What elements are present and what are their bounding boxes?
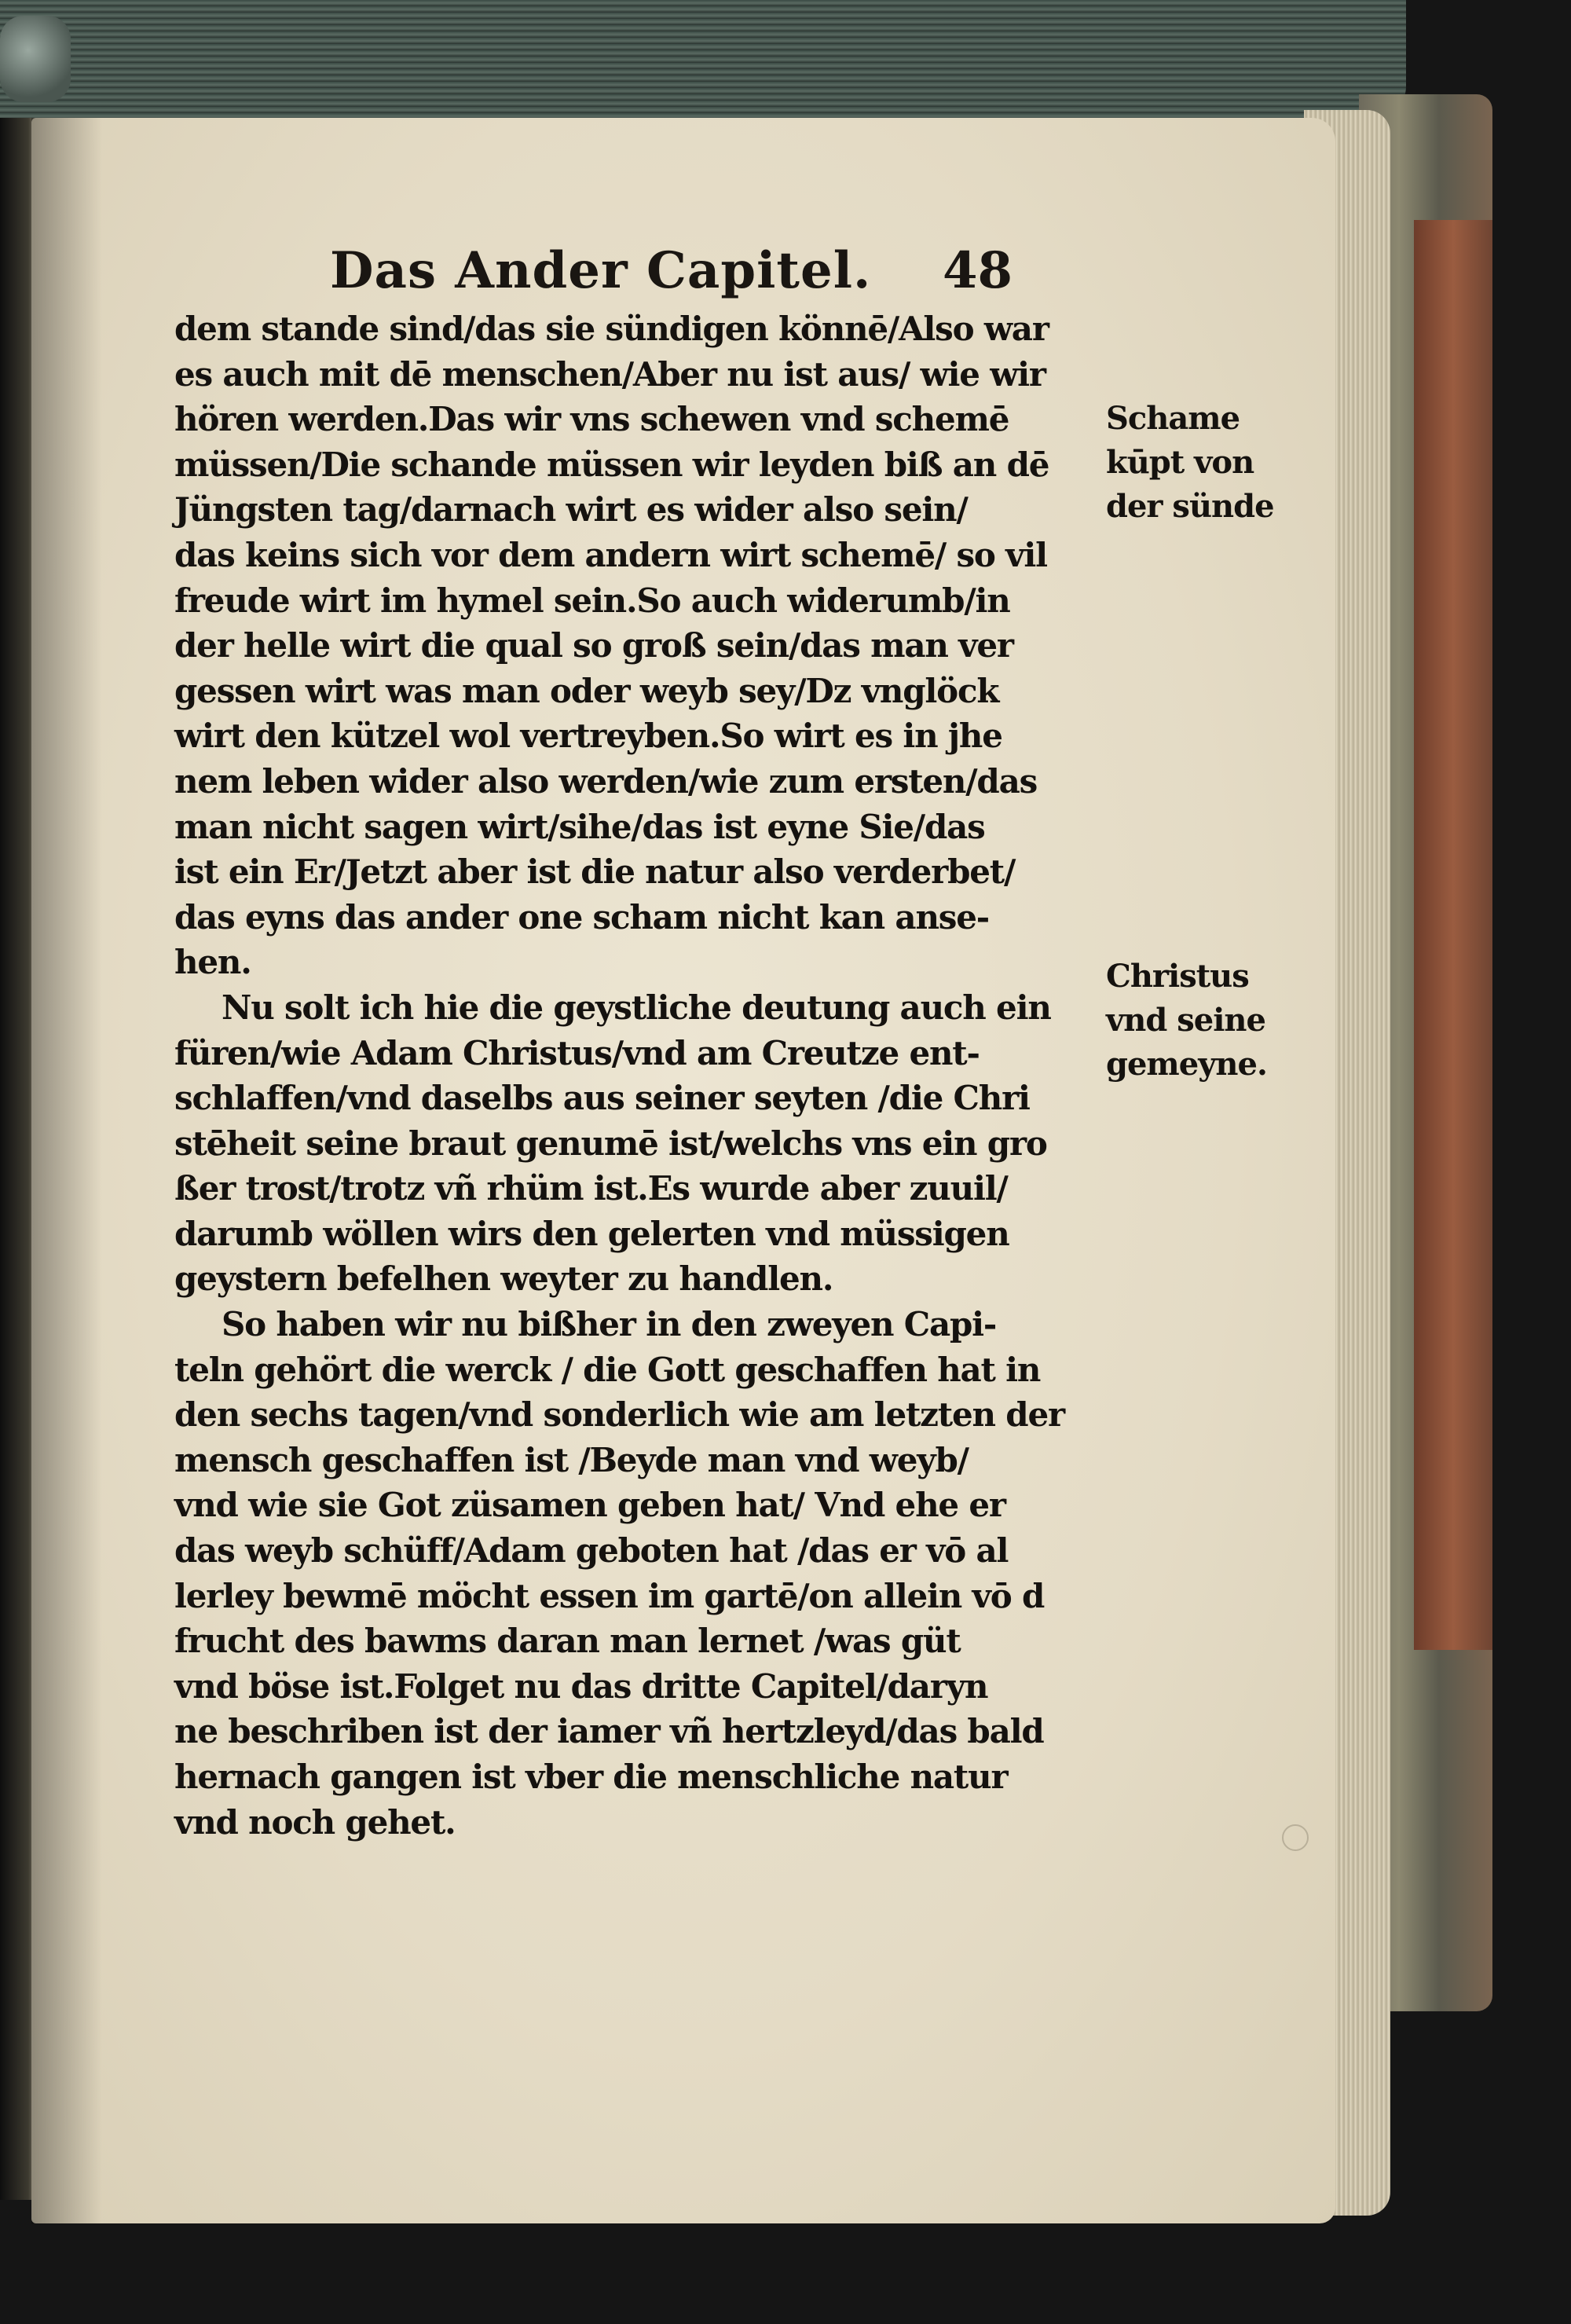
- gutter-shadow: [31, 118, 102, 2223]
- margin-note-line: der sünde: [1106, 488, 1274, 525]
- text-line: schlaffen/vnd daselbs aus seiner seyten /die Chri: [174, 1079, 1030, 1118]
- text-line: das eyns das ander one scham nicht kan anse-: [174, 897, 989, 937]
- text-line: teln gehört die werck / die Gott geschaffen hat in: [174, 1350, 1041, 1389]
- text-line: Nu solt ich hie die geystliche deutung auch ein: [222, 988, 1051, 1027]
- text-line: füren/wie Adam Christus/vnd am Creutze ent-: [174, 1033, 980, 1072]
- text-line: es auch mit dē menschen/Aber nu ist aus/ wie wir: [174, 354, 1046, 394]
- text-line: ne beschriben ist der iamer vñ hertzleyd/das bald: [174, 1712, 1044, 1751]
- text-line: der helle wirt die qual so groß sein/das man ver: [174, 626, 1013, 665]
- margin-note-line: vnd seine: [1106, 1002, 1265, 1039]
- text-line: müssen/Die schande müssen wir leyden biß an dē: [174, 445, 1049, 484]
- text-line: hören werden.Das wir vns schewen vnd schemē: [174, 400, 1009, 439]
- text-line: stēheit seine braut genumē ist/welchs vns ein gro: [174, 1124, 1047, 1163]
- paper-speck: [1282, 1824, 1309, 1851]
- text-line: frucht des bawms daran man lernet /was güt: [174, 1622, 961, 1661]
- margin-note-line: Christus: [1106, 958, 1249, 995]
- margin-note-line: kūpt von: [1106, 444, 1254, 481]
- text-line: darumb wöllen wirs den gelerten vnd müssigen: [174, 1214, 1009, 1253]
- margin-note-line: gemeyne.: [1106, 1046, 1267, 1083]
- text-line: das weyb schüff/Adam geboten hat /das er vō al: [174, 1531, 1009, 1571]
- book-cover-red-edge: [1414, 220, 1492, 1650]
- running-head-title: Das Ander Capitel.: [330, 241, 872, 300]
- page-number: 48: [943, 241, 1013, 300]
- text-line: freude wirt im hymel sein.So auch widerumb/in: [174, 581, 1010, 620]
- text-line: mensch geschaffen ist /Beyde man vnd weyb/: [174, 1440, 969, 1479]
- body-text: [174, 306, 1101, 1845]
- text-line: gessen wirt was man oder weyb sey/Dz vnglöck: [174, 671, 999, 710]
- text-line: wirt den kützel wol vertreyben.So wirt es in jhe: [174, 717, 1002, 756]
- text-line: lerley bewmē möcht essen im gartē/on allein vō d: [174, 1576, 1045, 1615]
- text-line: vnd wie sie Got züsamen geben hat/ Vnd ehe er: [174, 1486, 1005, 1525]
- text-line: So haben wir nu bißher in den zweyen Capi-: [222, 1305, 997, 1344]
- margin-note-schame: [1106, 397, 1295, 529]
- text-line: man nicht sagen wirt/sihe/das ist eyne Sie/das: [174, 807, 985, 846]
- text-line: hernach gangen ist vber die menschliche natur: [174, 1758, 1008, 1796]
- text-line: dem stande sind/das sie sündigen könnē/Also war: [174, 310, 1049, 348]
- text-line: nem leben wider also werden/wie zum ersten/das: [174, 761, 1038, 801]
- text-line: das keins sich vor dem andern wirt schemē/ so vil: [174, 535, 1047, 574]
- margin-note-christus: [1106, 955, 1295, 1087]
- text-line: vnd böse ist.Folget nu das dritte Capitel/daryn: [174, 1666, 988, 1706]
- text-line: hen.: [174, 943, 251, 982]
- text-line: den sechs tagen/vnd sonderlich wie am letzten der: [174, 1395, 1064, 1435]
- text-line: vnd noch gehet.: [174, 1802, 456, 1842]
- text-line: ßer trost/trotz vñ rhüm ist.Es wurde aber zuuil/: [174, 1169, 1008, 1208]
- book-top-edge: [0, 0, 1406, 118]
- running-head: [314, 240, 1021, 302]
- text-line: Jüngsten tag/darnach wirt es wider also sein/: [174, 490, 968, 530]
- text-line: geystern befelhen weyter zu handlen.: [174, 1259, 833, 1299]
- margin-note-line: Schame: [1106, 400, 1240, 437]
- text-line: ist ein Er/Jetzt aber ist die natur also verderbet/: [174, 852, 1016, 892]
- book-clasp: [0, 16, 71, 102]
